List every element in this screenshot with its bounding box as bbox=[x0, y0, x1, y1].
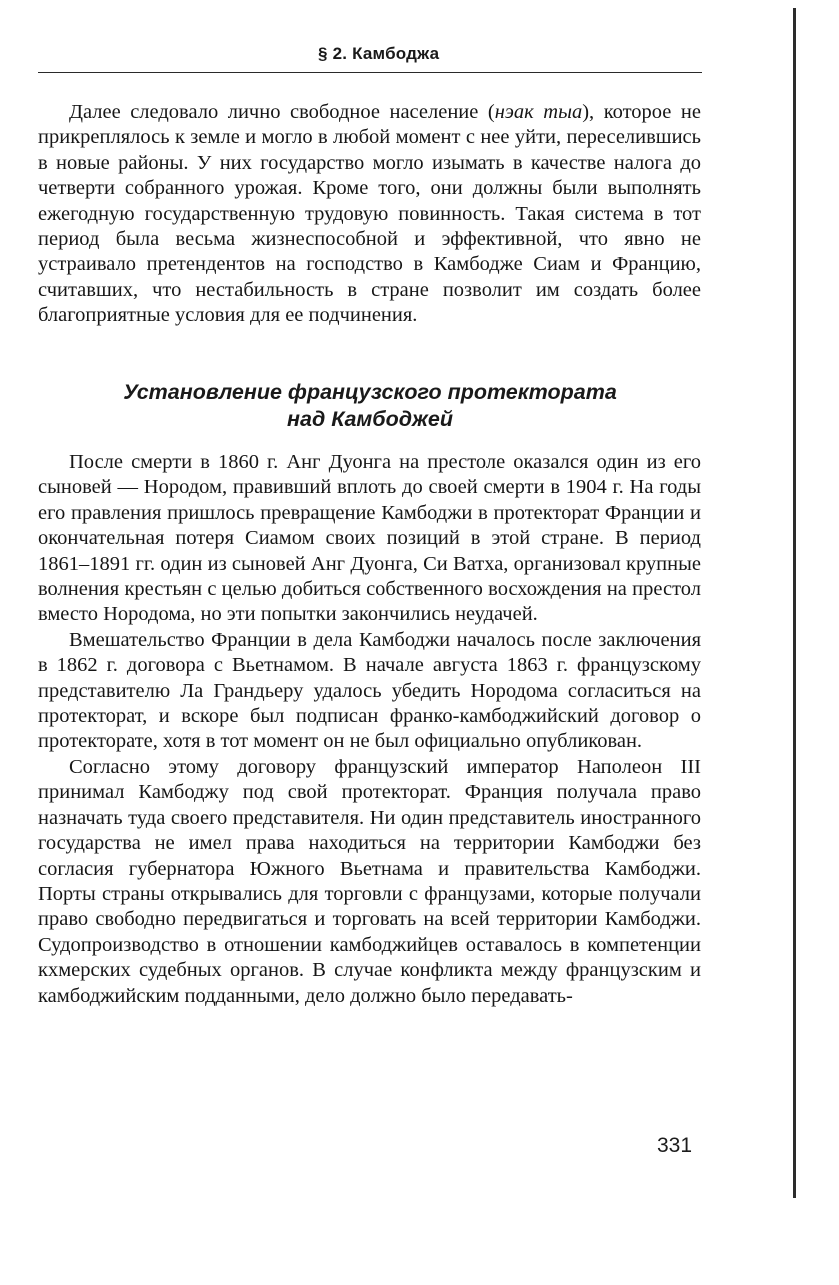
paragraph-2: Вмешательство Франции в дела Камбоджи началось после заключения в 1862 г. договора с Вьетнамом. В начале августа 1863 г. французскому представителю Ла Грандьеру удалось убедить Нородома согласиться на протекторат, и вскоре был подписан франко-камбоджийский договор о протекторате, хотя в тот момент он не был официально опубликован. bbox=[38, 628, 701, 753]
paragraph-intro bbox=[38, 100, 701, 329]
page-number: 331 bbox=[657, 1134, 693, 1157]
running-head: § 2. Камбоджа bbox=[318, 44, 440, 63]
section-heading-line-1: Установление французского протектората bbox=[123, 380, 617, 404]
paragraph-intro-after: ), которое не прикреплялось к земле и могло в любой момент с нее уйти, переселившись в новые районы. У них государство могло изымать в качестве налога до четверти собранного урожая. Кроме того, они должны были выполнять ежегодную государственную трудовую повинность. Такая система в тот период была весьма жизнеспособной и эффективной, что явно не устраивало претендентов на господство в Камбодже Сиам и Францию, считавших, что нестабильность в стране позволит им создать более благоприятные условия для ее подчинения. bbox=[38, 101, 701, 327]
paragraph-3: Согласно этому договору французский император Наполеон III принимал Камбоджу под свой протекторат. Франция получала право назначать туда своего представителя. Ни один представитель иностранного государства не имел права находиться на территории Камбоджи без согласия губернатора Южного Вьетнама и правительства Камбоджи. Порты страны открывались для торговли с французами, которые получали право свободно передвигаться и торговать на всей территории Камбоджи. Судопроизводство в отношении камбоджийцев оставалось в компетенции кхмерских судебных органов. В случае конфликта между французским и камбоджийским подданными, дело должно было передавать- bbox=[38, 755, 701, 1007]
paragraph-1: После смерти в 1860 г. Анг Дуонга на престоле оказался один из его сыновей — Нородом, правивший вплоть до своей смерти в 1904 г. На годы его правления пришлось превращение Камбоджи в протекторат Франции и окончательная потеря Сиамом своих позиций в этой стране. В период 1861–1891 гг. один из сыновей Анг Дуонга, Си Ватха, организовал крупные волнения крестьян с целью добиться собственного восхождения на престол вместо Нородома, но эти попытки закончились неудачей. bbox=[38, 451, 701, 626]
header-rule bbox=[38, 72, 702, 73]
section-heading-line-2: над Камбоджей bbox=[287, 407, 453, 431]
section-heading bbox=[100, 379, 640, 433]
paragraph-intro-before: Далее следовало лично свободное население ( bbox=[69, 101, 495, 123]
section-body bbox=[38, 450, 701, 1009]
intro-text bbox=[38, 100, 701, 329]
italic-term: нэак тыа bbox=[494, 101, 583, 123]
page-edge-line bbox=[793, 8, 796, 1198]
